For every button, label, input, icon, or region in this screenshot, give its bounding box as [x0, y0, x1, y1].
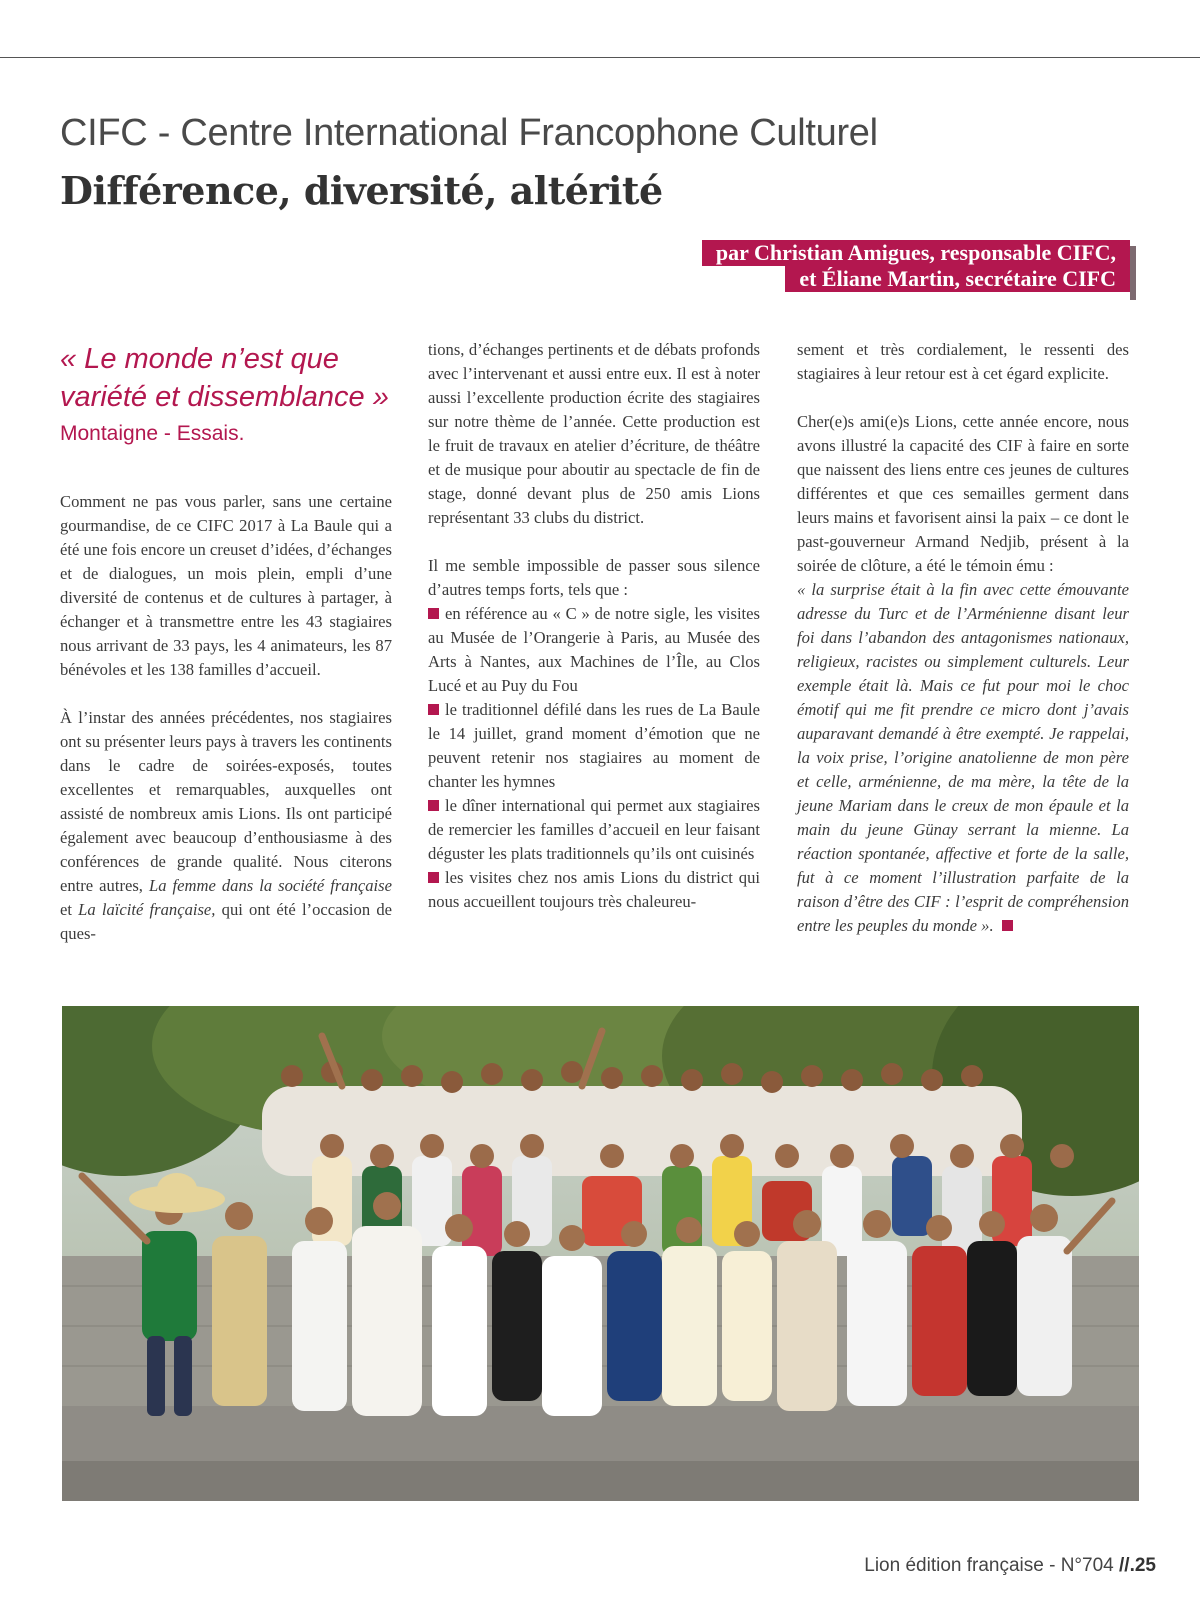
list-item-text: le dîner international qui permet aux stagiaires de remercier les familles d’accueil en leur faisant déguster les plats traditionnels qu’ils ont cuisinés — [428, 796, 760, 863]
paragraph-text: Cher(e)s ami(e)s Lions, cette année encore, nous avons illustré la capacité des CIF à faire en sorte que naissent des liens entre ces jeunes de cultures différentes et que ces semailles germent dans leurs mains et favorisent ainsi la paix – ce dont le past-gouverneur Armand Nedjib, présent à la soirée de clôture, a été le témoin ému : — [797, 412, 1129, 575]
square-bullet-icon — [428, 872, 439, 883]
byline-line-2: et Éliane Martin, secrétaire CIFC — [785, 266, 1130, 292]
publication-name: Lion édition française - N°704 — [864, 1555, 1114, 1576]
text-run: À l’instar des années précédentes, nos stagiaires ont su présenter leurs pays à travers les continents dans le cadre de soirées-exposés, toutes excellentes et remarquables, auxquelles ont assisté de nombreux amis Lions. Ils ont participé également avec beaucoup d’enthousiasme à des conférences de grande qualité. Nous citerons entre autres, — [60, 708, 392, 895]
column-1 — [60, 340, 392, 970]
group-photo-illustration — [62, 1006, 1139, 1501]
list-item — [428, 698, 760, 794]
page-footer — [864, 1555, 1156, 1577]
paragraph — [428, 554, 760, 914]
group-photo — [62, 1006, 1139, 1501]
end-mark-icon — [1002, 920, 1013, 931]
text-run: et — [60, 900, 72, 919]
list-item — [428, 866, 760, 914]
top-rule — [0, 57, 1200, 58]
list-item — [428, 602, 760, 698]
epigraph-quote: « Le monde n’est que variété et dissemblance » — [60, 343, 389, 413]
column-3 — [797, 338, 1129, 938]
quote-text: « la surprise était à la fin avec cette émouvante adresse du Turc et de l’Arménienne disant leur foi dans l’abandon des antagonismes nationaux, religieux, racistes ou simplement culturels. Leur exemple était là. Mais ce fut pour moi le choc émotif qui me fit prendre ce micro dont j’avais auparavant demandé à être exempté. Je rappelai, la voix prise, l’origine anatolienne de mon père et celle, arménienne, de ma mère, la tête de la jeune Mariam dans le creux de mon épaule et la main du jeune Günay serrant la mienne. La réaction spontanée, affective et forte de la salle, fut à ce moment l’illustration parfaite de la raison d’être des CIF : l’esprit de compréhension entre les peuples du monde ». — [797, 580, 1129, 935]
testimony-quote — [797, 578, 1129, 938]
article-title: Différence, diversité, altérité — [60, 168, 663, 213]
text-run: qui ont été l’occasion de ques- — [60, 900, 392, 943]
paragraph — [60, 706, 392, 946]
epigraph-source: Montaigne - Essais. — [60, 422, 245, 445]
square-bullet-icon — [428, 608, 439, 619]
paragraph: tions, d’échanges pertinents et de débats profonds avec l’intervenant et aussi entre eux. Il est à noter aussi l’excellente production écrite des stagiaires sur notre thème de l’année. Cette production est le fruit de travaux en atelier d’écriture, de théâtre et de musique pour aboutir au spectacle de fin de stage, donné devant plus de 250 amis Lions représentant 33 clubs du district. — [428, 340, 760, 527]
list-intro: Il me semble impossible de passer sous silence d’autres temps forts, tels que : — [428, 556, 760, 599]
list-item-text: en référence au « C » de notre sigle, les visites au Musée de l’Orangerie à Paris, au Musée des Arts à Nantes, aux Machines de l’Île, au Clos Lucé et au Puy du Fou — [428, 604, 760, 695]
square-bullet-icon — [428, 800, 439, 811]
conference-title: La laïcité française, — [78, 900, 216, 919]
list-item-text: les visites chez nos amis Lions du district qui nous accueillent toujours très chaleureu- — [428, 868, 760, 911]
paragraph: sement et très cordialement, le ressenti des stagiaires à leur retour est à cet égard explicite. — [797, 340, 1129, 383]
byline-shadow — [1130, 246, 1136, 300]
footer-separator: // — [1119, 1555, 1130, 1576]
section-heading: CIFC - Centre International Francophone Culturel — [60, 112, 878, 154]
page-number: .25 — [1129, 1555, 1156, 1576]
conference-title: La femme dans la société française — [148, 876, 392, 895]
paragraph — [797, 410, 1129, 938]
byline — [702, 240, 1130, 292]
byline-line-1: par Christian Amigues, responsable CIFC, — [702, 240, 1130, 266]
list-item-text: le traditionnel défilé dans les rues de La Baule le 14 juillet, grand moment d’émotion que ne peuvent retenir nos stagiaires au moment de chanter les hymnes — [428, 700, 760, 791]
square-bullet-icon — [428, 704, 439, 715]
paragraph: Comment ne pas vous parler, sans une certaine gourmandise, de ce CIFC 2017 à La Baule qui a été une fois encore un creuset d’idées, d’échanges et de dialogues, un mois plein, empli d’une diversité de contenus et de cultures à partager, à échanger et à transmettre entre les 43 stagiaires nous arrivant de 33 pays, les 4 animateurs, les 87 bénévoles et les 138 familles d’accueil. — [60, 492, 392, 679]
column-2 — [428, 338, 760, 914]
list-item — [428, 794, 760, 866]
